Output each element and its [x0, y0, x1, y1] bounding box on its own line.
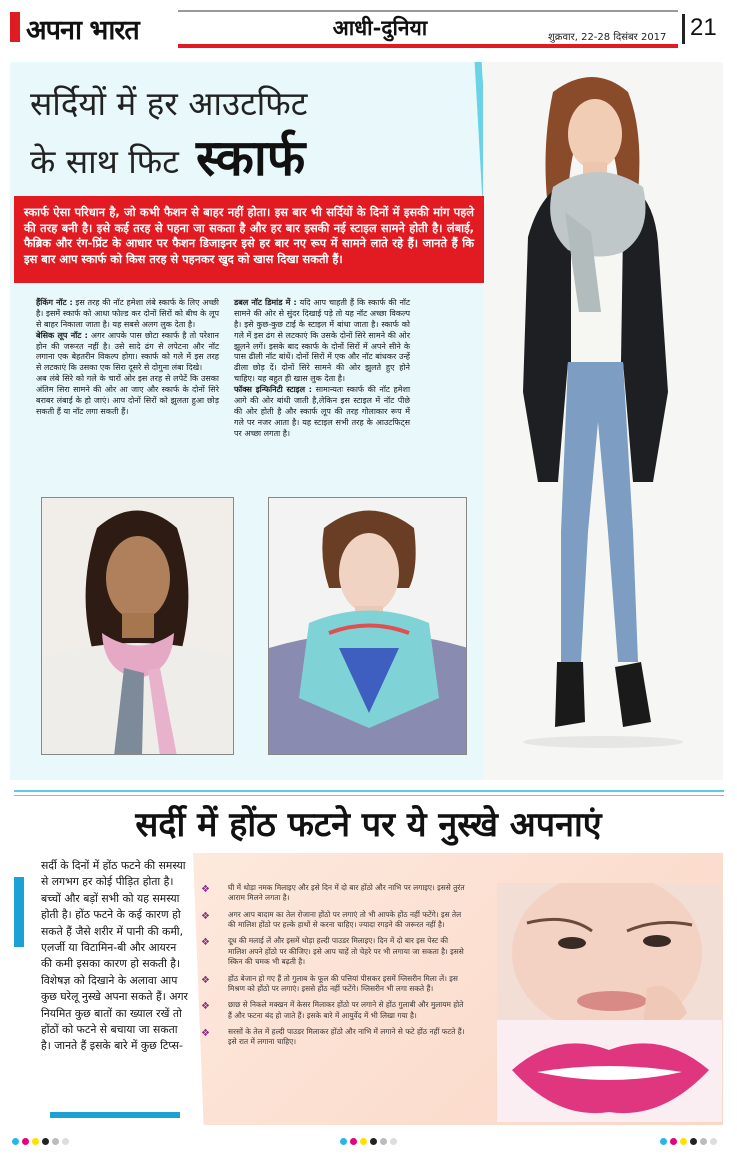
print-registration-marks — [660, 1138, 717, 1146]
lips-headline: सर्दी में होंठ फटने पर ये नुस्खे अपनाएं — [135, 805, 602, 845]
tip-item: ❖ होंठ बेजान हो गए हैं तो गुलाब के फूल की पत्तियां पीसकर इसमें ग्लिसरीन मिला लें। इस मिश्रण को होंठो पर लगाएं। इससे होंठ नहीं फटेंगे। ग्लिसरीन भी लगा सकते हैं। — [201, 973, 458, 993]
header-rule-top — [178, 10, 678, 12]
scarf-headline-line1: सर्दियों में हर आउटफिट — [30, 84, 308, 123]
diamond-bullet-icon: ❖ — [201, 884, 210, 895]
model-photo-scarf — [483, 62, 723, 780]
tip-item: ❖ दूध की मलाई लें और इसमें थोड़ा हल्दी पाउडर मिलाइए। दिन में दो बार इस पेस्ट की मालिश अपने होंठो पर कीजिए। इसे आप चाहें तो चेहरे पर भी लगाया जा सकता है। इससे स्किन की चमक भी बढ़ती है। — [201, 936, 464, 967]
masthead-red-bar — [10, 12, 20, 42]
paragraph: बेसिक लूप नॉट : अगर आपके पास छोटा स्कार्फ है तो परेशान होन की जरूरत नहीं है। उसे सादे ढंग से लपेटना और नॉट लगाना एक बेहतरीन विकल्प होगा। स्कार्फ को गले में इस तरह से लटकाएं कि उसका एक सिरा दूसरे से दोगुना लंबा दिखे। — [36, 330, 219, 373]
diamond-bullet-icon: ❖ — [201, 974, 210, 986]
page-number: 21 — [690, 14, 717, 41]
section-title: आधी-दुनिया — [332, 15, 428, 40]
tip-item: ❖ घी में थोड़ा नमक मिलाइए और इसे दिन में दो बार होंठो और नाभि पर लगाइए। इससे तुरंत आराम मिलने लगता है। — [201, 883, 465, 903]
paragraph: डबल नॉट डिमांड में : यदि आप चाहती हैं कि स्कार्फ की नॉट सामने की ओर से सुंदर दिखाई पड़े तो यह नॉट अच्छा विकल्प है। इसे कुछ-कुछ टाई के स्टाइल में बांधा जाता है। स्कार्फ को गले में इस ढंग से लटकाएं कि उसके दोनों सिरे सामने की ओर झूलने लगें। इसके बाद स्कार्फ के दोनों सिरों में अपने सीने के पास ढीली नॉट बांधें। दोनों सिरों में एक और नॉट बांधकर उन्हें ढीला छोड़ दें। दोनों सिरे सामने की ओर झुलते हुए होने चाहिए। यह बहुत ही खास लुक देता है। — [234, 298, 410, 384]
scarf-headline-line2: के साथ फिट — [30, 142, 179, 181]
scarf-intro-box: स्कार्फ ऐसा परिधान है, जो कभी फैशन से बाहर नहीं होता। इस बार भी सर्दियों के दिनों में इसकी मांग पहले की तरह बनी है। इसे कई तरह से पहना जा सकता है और हर बार इसकी नई स्टाइल सामने होती है। लंबाई, फैब्रिक और रंग-प्रिंट के आधार पर फैशन डिजाइनर इसे हर बार नए रूप में सामने लाते रहे हैं। जानते हैं कि इस बार आप स्कार्फ को किस तरह से पहनकर खुद को खास दिखा सकती हैं। — [14, 196, 484, 283]
paragraph: फॉक्स इन्फिनिटी स्टाइल : सामान्यतः स्कार्फ की नॉट हमेशा आगे की ओर बांधी जाती है,लेकिन इस स्टाइल में नॉट पीछे की ओर होती है और स्कार्फ लूप की तरह गोलाकार रूप में गले पर नजर आता है। यह स्टाइल सभी तरह के आउटफिट्स पर अच्छा लगता है। — [234, 385, 411, 438]
woman-pink-scarf-photo — [41, 497, 234, 755]
tip-item: ❖ छाछ से निकले मक्खन में केसर मिलाकर होंठो पर लगाने से होंठ गुलाबी और मुलायम होते हैं और फटना बंद हो जाते हैं। इसके बारे में आयुर्वेद में भी लिखा गया है। — [201, 1000, 464, 1020]
scarf-column-2 — [234, 298, 410, 439]
issue-date: शुक्रवार, 22-28 दिसंबर 2017 — [548, 32, 667, 43]
pink-lips-photo — [497, 1020, 722, 1122]
tip-item: ❖ अगर आप बादाम का तेल रोजाना होंठो पर लगाएं तो भी आपके होंठ नहीं फटेंगे। इस तेल की मालिश होंठो पर हल्के हाथों से करना चाहिए। ज्यादा रगड़ने की जरूरत नहीं है। — [201, 909, 462, 930]
blue-accent-bar-bottom — [50, 1112, 180, 1118]
lips-intro: सर्दी के दिनों में होंठ फटने की समस्या से लगभग हर कोई पीड़ित होता है। बच्चों और बड़ों सभी को यह समस्या होती है। होंठ फटने के कई कारण हो सकते हैं जैसे शरीर में पानी की कमी, एलर्जी या विटामिन-बी और आयरन की कमी इसका कारण हो सकती है। विशेषज्ञ को दिखाने के अलावा आप कुछ घरेलू नुस्खे अपना सकते हैं। अगर नियमित कुछ बातों का ख्याल रखें तो होंठों को फटने से बचाया जा सकता है। जानते हैं इसके बारे में कुछ टिप्स- — [41, 859, 188, 1053]
woman-touching-lips-photo — [497, 883, 722, 1033]
diamond-bullet-icon: ❖ — [201, 937, 210, 949]
paragraph: हैंकिंग नॉट : इस तरह की नॉट हमेशा लंबे स्कार्फ के लिए अच्छी है। इसमें स्कार्फ को आधा फोल्ड कर दोनों सिरों को बीच के लूप से बाहर निकाला जाता है। यह सबसे अलग लुक देता है। — [36, 298, 219, 329]
woman-silk-scarf-photo — [268, 497, 467, 755]
header-rule-red — [178, 44, 678, 48]
diamond-bullet-icon: ❖ — [201, 910, 210, 922]
tips-list — [198, 883, 468, 1054]
paragraph: अब लंबे सिरे को गले के चारों ओर इस तरह से लपेटें कि उसका अंतिम सिरा सामने की ओर आ जाए और स्कार्फ के दोनों सिरे बराबर लंबाई के हो जाएं। आप दोनों सिरों को झुलता हुआ छोड़ सकती हैं या नॉट लगा सकती हैं। — [36, 374, 219, 416]
tip-item: ❖ सरसों के तेल में हल्दी पाउडर मिलाकर होंठो और नाभि में लगाने से फटे होंठ नहीं फटते हैं। इसे रात में लगाना चाहिए। — [201, 1026, 465, 1047]
print-registration-marks — [12, 1138, 69, 1146]
scarf-headline-emphasis: स्कार्फ — [196, 129, 306, 187]
newspaper-brand: अपना भारत — [26, 15, 139, 46]
print-registration-marks — [340, 1138, 397, 1146]
blue-accent-bar — [14, 877, 24, 947]
scarf-column-1 — [36, 298, 219, 418]
page-number-separator — [682, 14, 685, 44]
diamond-bullet-icon: ❖ — [201, 1001, 210, 1013]
diamond-bullet-icon: ❖ — [201, 1027, 210, 1039]
section-divider-thin — [14, 795, 724, 796]
section-divider — [14, 790, 724, 792]
